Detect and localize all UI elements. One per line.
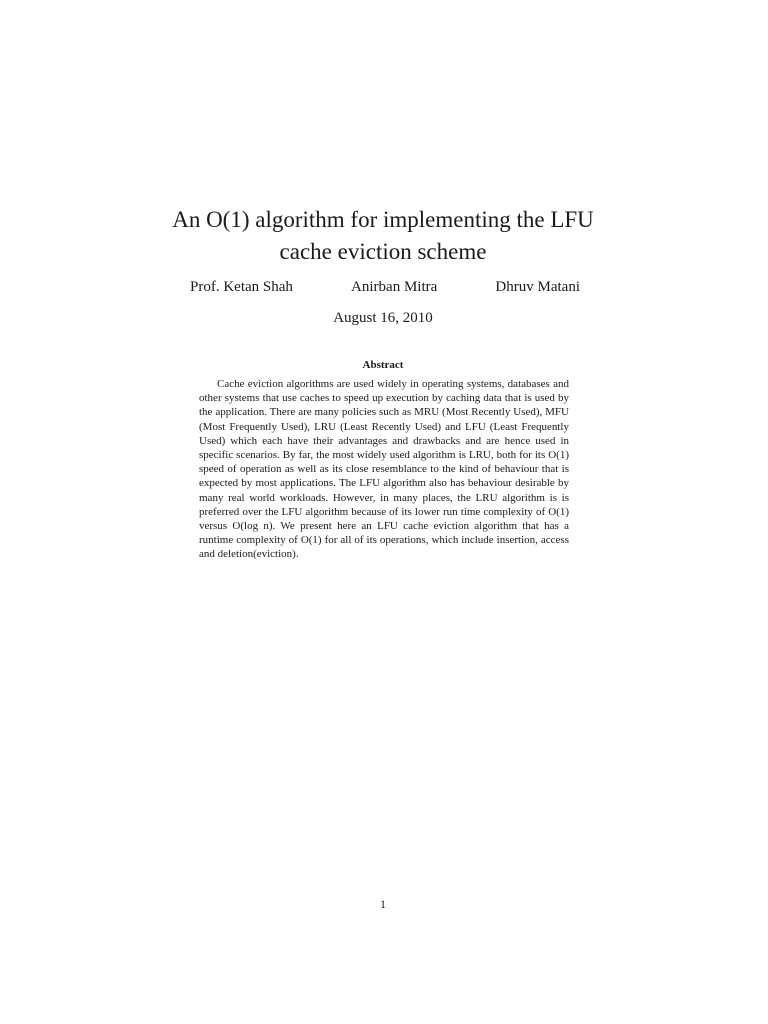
publication-date: August 16, 2010 bbox=[333, 310, 433, 326]
author-name: Anirban Mitra bbox=[351, 279, 438, 295]
author-name: Prof. Ketan Shah bbox=[190, 279, 293, 295]
abstract-heading: Abstract bbox=[362, 359, 404, 371]
abstract-text: Cache eviction algorithms are used widely in operating systems, databases and other systems that use caches to speed up execution by caching data that is used by the application. There are many policies such as MRU (Most Recently Used), MFU (Most Frequently Used), LRU (Least Recently Used) and LFU (Least Frequently Used) which each have their advantages and drawbacks and are hence used in specific scenarios. By far, the most widely used algorithm is LRU, both for its O(1) speed of operation as well as its close resemblance to the kind of behaviour that is expected by most applications. The LFU algorithm also has behaviour desirable by many real world workloads. However, in many places, the LRU algorithm is is preferred over the LFU algorithm because of its lower run time complexity of O(1) versus O(log n). We present here an LFU cache eviction algorithm that has a runtime complexity of O(1) for all of its operations, which include insertion, access and deletion(eviction). bbox=[199, 378, 569, 561]
page-number: 1 bbox=[380, 897, 386, 911]
author-name: Dhruv Matani bbox=[495, 279, 580, 295]
paper-title: An O(1) algorithm for implementing the LFU cache eviction scheme bbox=[172, 207, 594, 264]
author-list bbox=[190, 279, 580, 296]
